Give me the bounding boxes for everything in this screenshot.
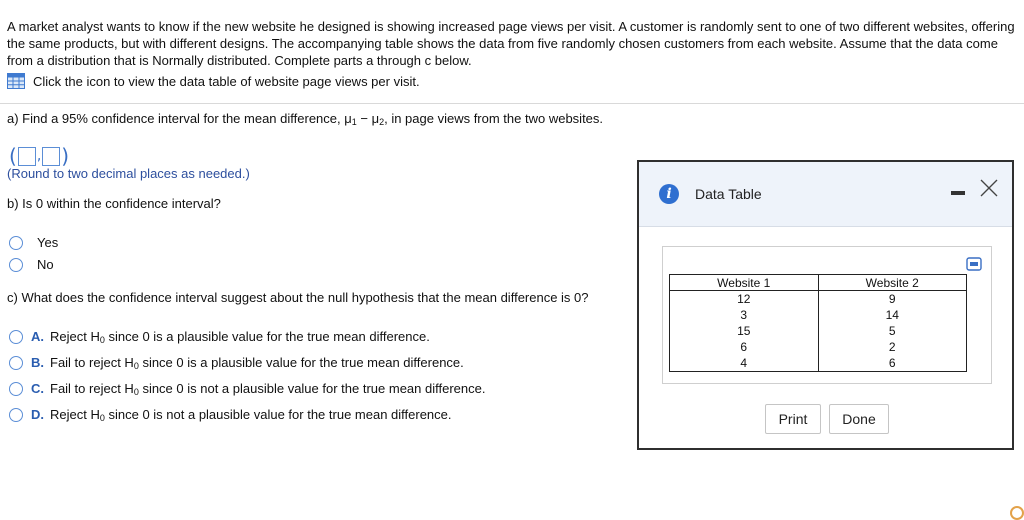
radio-a[interactable] <box>9 330 23 344</box>
column-header-website-2: Website 2 <box>818 275 967 291</box>
radio-yes[interactable] <box>9 236 23 250</box>
radio-b[interactable] <box>9 356 23 370</box>
data-table-panel <box>662 246 992 384</box>
print-button[interactable]: Print <box>765 404 821 434</box>
comma: , <box>36 148 42 164</box>
help-badge-icon[interactable] <box>1010 506 1024 520</box>
data-table-dialog <box>637 160 1014 450</box>
close-paren: ) <box>61 144 70 168</box>
close-icon[interactable] <box>977 176 1001 200</box>
problem-intro: A market analyst wants to know if the new website he designed is showing increased page views per visit. A customer is randomly sent to one of two different websites, offering the same products, but with different designs. The accompanying table shows the data from five randomly chosen customers from each website. Assume that the data come from a distribution that is Normally distributed. Complete parts a through c below. <box>7 19 1015 68</box>
round-note: (Round to two decimal places as needed.) <box>7 166 250 181</box>
option-a[interactable]: A. Reject $H_0$ since 0 is a plausible value for the true mean difference. <box>9 329 430 345</box>
lower-bound-input[interactable] <box>18 147 36 166</box>
open-paren: ( <box>9 144 17 168</box>
data-table-link-text[interactable]: Click the icon to view the data table of website page views per visit. <box>33 73 420 89</box>
option-no[interactable]: No <box>9 257 54 272</box>
column-header-website-1: Website 1 <box>670 275 819 291</box>
part-b-question: b) Is 0 within the confidence interval? <box>7 196 221 211</box>
option-c[interactable]: C. Fail to reject $H_0$ since 0 is not a plausible value for the true mean difference. <box>9 381 485 397</box>
part-c-question: c) What does the confidence interval suggest about the null hypothesis that the mean difference is 0? <box>7 290 589 305</box>
table-icon[interactable] <box>7 73 25 89</box>
option-d[interactable]: D. Reject $H_0$ since 0 is not a plausible value for the true mean difference. <box>9 407 452 423</box>
website-data-table <box>669 274 967 372</box>
info-icon: i <box>659 184 679 204</box>
radio-d[interactable] <box>9 408 23 422</box>
dialog-title: Data Table <box>695 186 762 202</box>
divider <box>0 103 1024 104</box>
done-button[interactable]: Done <box>829 404 889 434</box>
upper-bound-input[interactable] <box>42 147 60 166</box>
data-table-link[interactable] <box>7 73 420 89</box>
table-row: 12 9 <box>670 291 967 308</box>
radio-c[interactable] <box>9 382 23 396</box>
minimize-button[interactable] <box>951 191 965 195</box>
option-b[interactable]: B. Fail to reject $H_0$ since 0 is a plausible value for the true mean difference. <box>9 355 464 371</box>
table-row: 15 5 <box>670 323 967 339</box>
dialog-header <box>639 162 1012 227</box>
table-row: 6 2 <box>670 339 967 355</box>
part-a-question: a) Find a 95% confidence interval for the mean difference, $\mu_1 - \mu_2$, in page views from the two websites. <box>7 111 604 127</box>
table-row: 4 6 <box>670 355 967 372</box>
option-yes[interactable]: Yes <box>9 235 58 250</box>
table-row: 3 14 <box>670 307 967 323</box>
confidence-interval-inputs <box>9 144 69 168</box>
radio-no[interactable] <box>9 258 23 272</box>
copy-icon[interactable] <box>966 257 982 271</box>
